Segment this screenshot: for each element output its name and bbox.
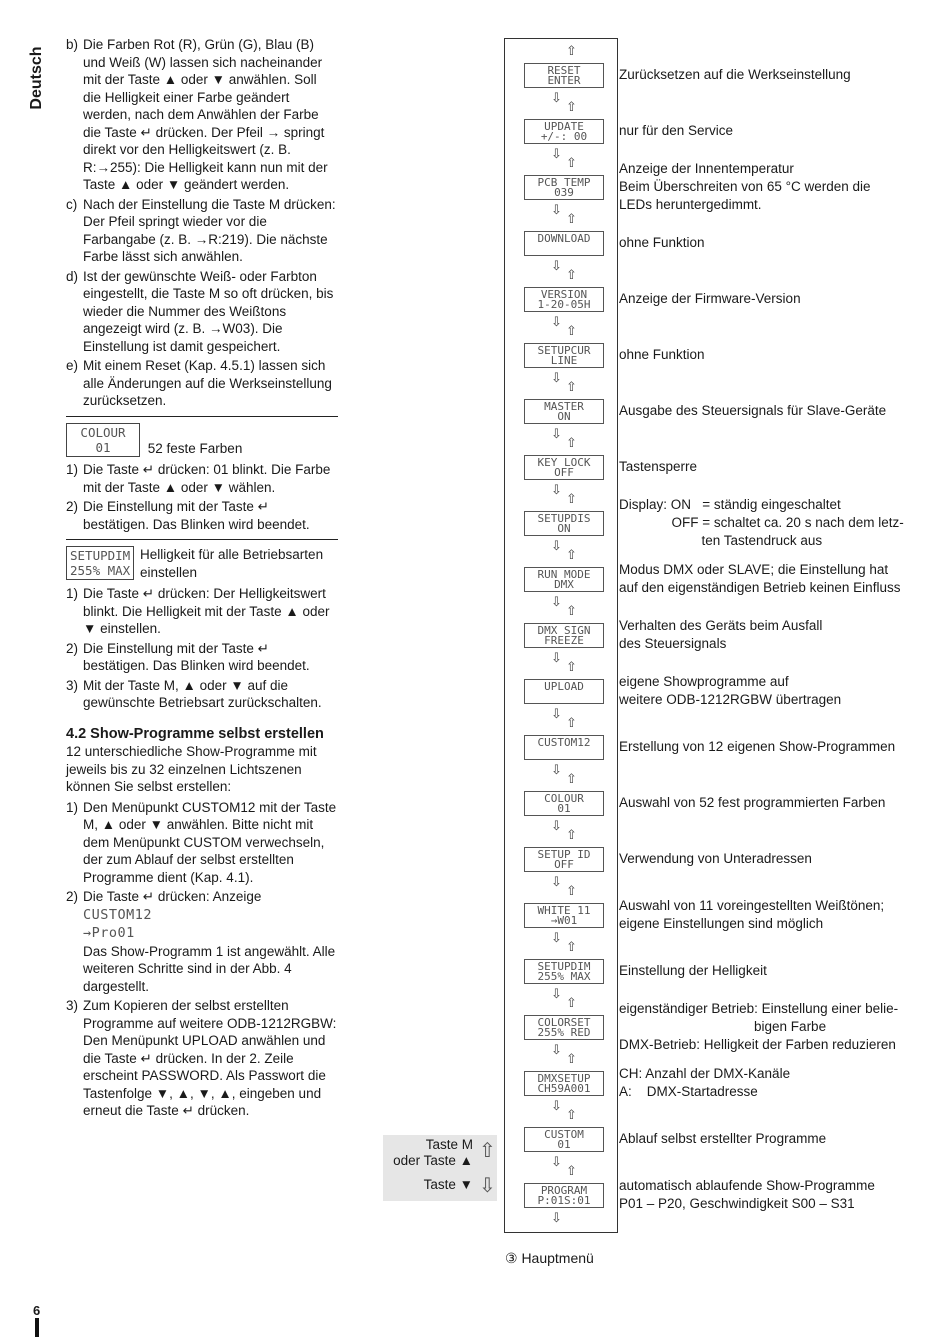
menu-item-description [619,234,705,252]
menu-item-box [524,63,604,88]
lcd-text: CUSTOM12 [83,906,153,923]
menu-item-box [524,847,604,872]
description-line: LEDs heruntergedimmt. [619,197,762,212]
menu-item-line2: LINE [550,354,578,367]
menu-item-line2: 01 [557,802,571,815]
menu-item-description [619,160,871,214]
description-line: weitere ODB-1212RGBW übertragen [619,692,842,707]
menu-item-line1: CUSTOM [544,1128,584,1141]
list-item: 1) Die Taste ↵ drücken: 01 blinkt. Die Farbe mit der Taste ▲ oder ▼ wählen. [66,462,331,495]
arrow-up-icon: ⇧ [566,659,577,674]
description-line: des Steuersignals [619,636,727,651]
page-number: 6 [33,1303,41,1318]
menu-item-box [524,175,604,200]
menu-item-line2: FREEZE [544,634,584,647]
lcd-display: SETUPDIM 255% MAX [66,546,134,580]
description-line: automatisch ablaufende Show-Programme [619,1178,875,1193]
description-line: eigenständiger Betrieb: Einstellung einer belie- [619,1001,899,1016]
arrow-up-icon: ⇧ [566,939,577,954]
menu-item-line2: CH59A001 [537,1082,591,1095]
menu-item-line2: OFF [554,858,574,871]
menu-item-line1: KEY LOCK [537,456,591,469]
menu-item-line2: 255% RED [537,1026,591,1039]
arrow-down-icon: ⇩ [551,90,562,105]
menu-item-line1: COLORSET [537,1016,591,1029]
arrow-up-icon: ⇧ [566,771,577,786]
description-line: Display: ON = ständig eingeschaltet [619,497,841,512]
arrow-down-icon: ⇩ [551,818,562,833]
menu-item-line1: RESET [547,64,581,77]
menu-item-box [524,679,604,704]
menu-item-box [524,959,604,984]
menu-item-line1: SETUP ID [537,848,591,861]
menu-item-line2: 255% MAX [537,970,591,983]
menu-item-line1: UPLOAD [544,680,584,693]
list-item: 3) Zum Kopieren der selbst erstellten Programme auf weitere ODB-1212RGBW: Den Menüpunkt UPLOAD anwählen und die Taste ↵ drücken. In der 2. Zeile erscheint PASSWORD. Als Passwort die Tastenfolge ▼, ▲, ▼, ▲, eingeben und erneut die Taste ↵ drücken. [66,998,337,1118]
arrow-down-icon: ⇩ [551,1042,562,1057]
menu-item-line1: UPDATE [544,120,584,133]
description-line: ten Tastendruck aus [619,533,823,548]
arrow-down-icon: ⇩ [551,762,562,777]
arrow-up-icon: ⇧ [566,99,577,114]
description-line: P01 – P20, Geschwindigkeit S00 – S31 [619,1196,855,1211]
menu-item-description [619,561,900,597]
description-line: Zurücksetzen auf die Werkseinstellung [619,67,851,82]
description-line: Ausgabe des Steuersignals für Slave-Geräte [619,403,887,418]
menu-item-description [619,402,886,420]
arrow-up-icon: ⇧ [566,435,577,450]
menu-item-line2: ON [557,410,571,423]
menu-item-description [619,1065,790,1101]
menu-item-line1: CUSTOM12 [537,736,591,749]
menu-item-box [524,1127,604,1152]
arrow-down-icon: ⇩ [551,314,562,329]
key-legend: Taste M oder Taste ▲ Taste ▼ ⇧ ⇩ [383,1135,497,1201]
menu-item-description [619,617,822,653]
section-title: 4.2 Show-Programme selbst erstellen [66,725,324,742]
menu-item-description [619,673,841,709]
menu-item-description [619,496,904,550]
menu-item-description [619,290,801,308]
menu-item-line2: DMX [554,578,574,591]
description-line: Tastensperre [619,459,698,474]
arrow-down-icon: ⇩ [551,538,562,553]
menu-item-box [524,1015,604,1040]
description-line: Erstellung von 12 eigenen Show-Programmen [619,739,896,754]
menu-item-line2: 1-20-05H [537,298,591,311]
menu-item-description [619,66,851,84]
description-line: Auswahl von 52 fest programmierten Farben [619,795,886,810]
arrow-up-icon: ⇧ [566,715,577,730]
menu-item-line1: WHITE 11 [537,904,591,917]
divider [66,539,338,540]
arrow-up-icon: ⇧ [566,379,577,394]
arrow-down-icon: ⇩ [551,370,562,385]
description-line: Modus DMX oder SLAVE; die Einstellung hat [619,562,889,577]
menu-item-description [619,794,885,812]
menu-item-description [619,850,812,868]
description-line: Verwendung von Unteradressen [619,851,812,866]
description-line: auf den eigenständigen Betrieb keinen Einfluss [619,580,901,595]
list-item: 2) Die Einstellung mit der Taste ↵ bestätigen. Das Blinken wird beendet. [66,499,310,532]
menu-item-line1: PROGRAM [540,1184,588,1197]
menu-item-line1: PCB TEMP [537,176,591,189]
language-label: Deutsch [28,46,45,110]
menu-item-line2: ON [557,522,571,535]
menu-item-description [619,1000,898,1054]
arrow-up-icon: ⇧ [566,155,577,170]
description-line: bigen Farbe [619,1019,827,1034]
language-tab [22,38,52,118]
menu-item-line2: OFF [554,466,574,479]
menu-item-box [524,455,604,480]
description-line: nur für den Service [619,123,734,138]
left-column [66,36,338,1122]
description-line: ohne Funktion [619,347,705,362]
page-marker [35,1318,39,1337]
menu-item-line1: MASTER [544,400,584,413]
menu-item-line1: DMX SIGN [537,624,591,637]
list-item: 1) Die Taste ↵ drücken: Der Helligkeitswert blinkt. Die Helligkeit mit der Taste ▲ oder ▼ einstellen. [66,586,330,636]
menu-item-line1: SETUPDIM [537,960,591,973]
menu-item-description [619,897,884,933]
arrow-down-icon: ⇩ [551,650,562,665]
arrow-up-icon: ⇧ [566,491,577,506]
list-item: 2) Die Taste ↵ drücken: Anzeige CUSTOM12 →Pro01 Das Show-Programm 1 ist angewählt. Alle weiteren Schritte sind in der Abb. 4 dargestellt. [66,889,336,994]
description-line: Anzeige der Firmware-Version [619,291,801,306]
figure-caption: ③ Hauptmenü [505,1250,594,1266]
menu-item-box [524,231,604,256]
menu-item-description [619,1130,826,1148]
list-item: c) Nach der Einstellung die Taste M drücken: Der Pfeil springt wieder vor die Farbangabe (z. B. →R:219). Die nächste Farbe lässt sich anwählen. [66,196,336,264]
menu-item-box [524,791,604,816]
menu-item-line2: +/-: 00 [540,130,588,143]
menu-item-description [619,962,767,980]
description-line: ohne Funktion [619,235,705,250]
list-item: b) Die Farben Rot (R), Grün (G), Blau (B) und Weiß (W) lassen sich nacheinander mit der Taste ▲ oder ▼ anwählen. Soll die Helligkeit einer Farbe geändert werden, nach dem Anwählen der Farbe die Taste ↵ drücken. Der Pfeil → springt direkt vor den Helligkeitswert (z. B. R:→255): Die Helligkeit kann nun mit der Taste ▲ oder ▼ geändert werden. [66,37,328,192]
menu-item-description [619,738,895,756]
colour-display-row: COLOUR 01 52 feste Farben [66,423,338,458]
description-line: CH: Anzahl der DMX-Kanäle [619,1066,791,1081]
arrow-down-icon: ⇩ [551,1154,562,1169]
menu-item-box [524,399,604,424]
description-line: eigene Showprogramme auf [619,674,789,689]
description-line: Beim Überschreiten von 65 °C werden die [619,179,871,194]
list-item: 1) Den Menüpunkt CUSTOM12 mit der Taste M, ▲ oder ▼ anwählen. Bitte nicht mit dem Menüpunkt CUSTOM verwechseln, der zum Ablauf der selbst erstellten Programme dient (Kap. 4.1). [66,799,337,885]
menu-item-line2: 039 [554,186,574,199]
menu-item-line1: DOWNLOAD [537,232,591,245]
arrow-down-icon: ⇩ [551,594,562,609]
description-line: Einstellung der Helligkeit [619,963,767,978]
description-line: DMX-Betrieb: Helligkeit der Farben reduzieren [619,1037,896,1052]
menu-item-description [619,122,733,140]
arrow-up-icon: ⇧ [566,1051,577,1066]
menu-item-box [524,343,604,368]
lcd-display: COLOUR 01 [66,423,140,457]
menu-item-line2: P:01S:01 [537,1194,591,1207]
menu-item-description [619,458,697,476]
arrow-down-icon: ⇩ [551,426,562,441]
setupdim-display-row: SETUPDIM 255% MAX Helligkeit für alle Betriebsarten einstellen [66,546,338,581]
arrow-up-icon: ⇧ [566,547,577,562]
arrow-up-icon: ⇧ [566,603,577,618]
list-item: d) Ist der gewünschte Weiß- oder Farbton eingestellt, die Taste M so oft drücken, bis wieder die Nummer des Weißtons angezeigt wird (z. B. →W03). Die Einstellung ist damit gespeichert. [66,268,334,354]
menu-item-line1: COLOUR [544,792,584,805]
menu-item-box [524,511,604,536]
arrow-up-icon: ⇧ [479,1140,496,1162]
arrow-down-icon: ⇩ [551,930,562,945]
description-line: Auswahl von 11 voreingestellten Weißtönen; [619,898,885,913]
arrow-up-icon: ⇧ [566,1107,577,1122]
menu-item-box [524,567,604,592]
description-line: A: DMX-Startadresse [619,1084,758,1099]
arrow-up-icon: ⇧ [566,267,577,282]
menu-item-box [524,1183,604,1208]
arrow-down-icon: ⇩ [551,482,562,497]
menu-item-box [524,287,604,312]
arrow-up-icon: ⇧ [566,211,577,226]
menu-item-box [524,903,604,928]
menu-item-line1: VERSION [540,288,588,301]
arrow-up-icon: ⇧ [566,323,577,338]
arrow-down-icon: ⇩ [551,874,562,889]
menu-item-line2: 01 [557,1138,571,1151]
description-line: OFF = schaltet ca. 20 s nach dem letz- [619,515,904,530]
menu-item-line2: ENTER [547,74,581,87]
arrow-up-icon: ⇧ [566,827,577,842]
menu-item-line1: RUN MODE [537,568,591,581]
arrow-down-icon: ⇩ [551,258,562,273]
menu-item-box [524,623,604,648]
arrow-up-icon: ⇧ [566,995,577,1010]
description-line: Ablauf selbst erstellter Programme [619,1131,827,1146]
arrow-down-icon: ⇩ [551,1210,562,1225]
arrow-down-icon: ⇩ [551,1098,562,1113]
lcd-text: →Pro01 [83,925,135,941]
menu-item-box [524,1071,604,1096]
description-line: Verhalten des Geräts beim Ausfall [619,618,823,633]
menu-item-line1: SETUPCUR [537,344,591,357]
list-item: 3) Mit der Taste M, ▲ oder ▼ auf die gewünschte Betriebsart zurückschalten. [66,677,322,710]
menu-item-box [524,735,604,760]
list-item: 2) Die Einstellung mit der Taste ↵ bestätigen. Das Blinken wird beendet. [66,640,310,673]
arrow-down-icon: ⇩ [551,202,562,217]
menu-item-line1: SETUPDIS [537,512,591,525]
menu-item-description [619,1177,875,1213]
arrow-down-icon: ⇩ [479,1175,496,1197]
arrow-up-icon: ⇧ [566,883,577,898]
menu-item-description [619,346,705,364]
description-line: eigene Einstellungen sind möglich [619,916,824,931]
menu-item-line1: DMXSETUP [537,1072,591,1085]
arrow-up-icon: ⇧ [566,1163,577,1178]
divider [66,416,338,417]
arrow-down-icon: ⇩ [551,146,562,161]
section-intro: 12 unterschiedliche Show-Programme mit jeweils bis zu 32 einzelnen Lichtszenen können Sie selbst erstellen: [66,744,317,794]
list-item: e) Mit einem Reset (Kap. 4.5.1) lassen sich alle Änderungen auf die Werkseinstellung zurücksetzen. [66,358,332,408]
arrow-down-icon: ⇩ [551,986,562,1001]
arrow-down-icon: ⇩ [551,706,562,721]
description-line: Anzeige der Innentemperatur [619,161,794,176]
menu-item-box [524,119,604,144]
arrow-up-icon: ⇧ [566,43,577,58]
menu-item-line2: →W01 [550,914,578,927]
